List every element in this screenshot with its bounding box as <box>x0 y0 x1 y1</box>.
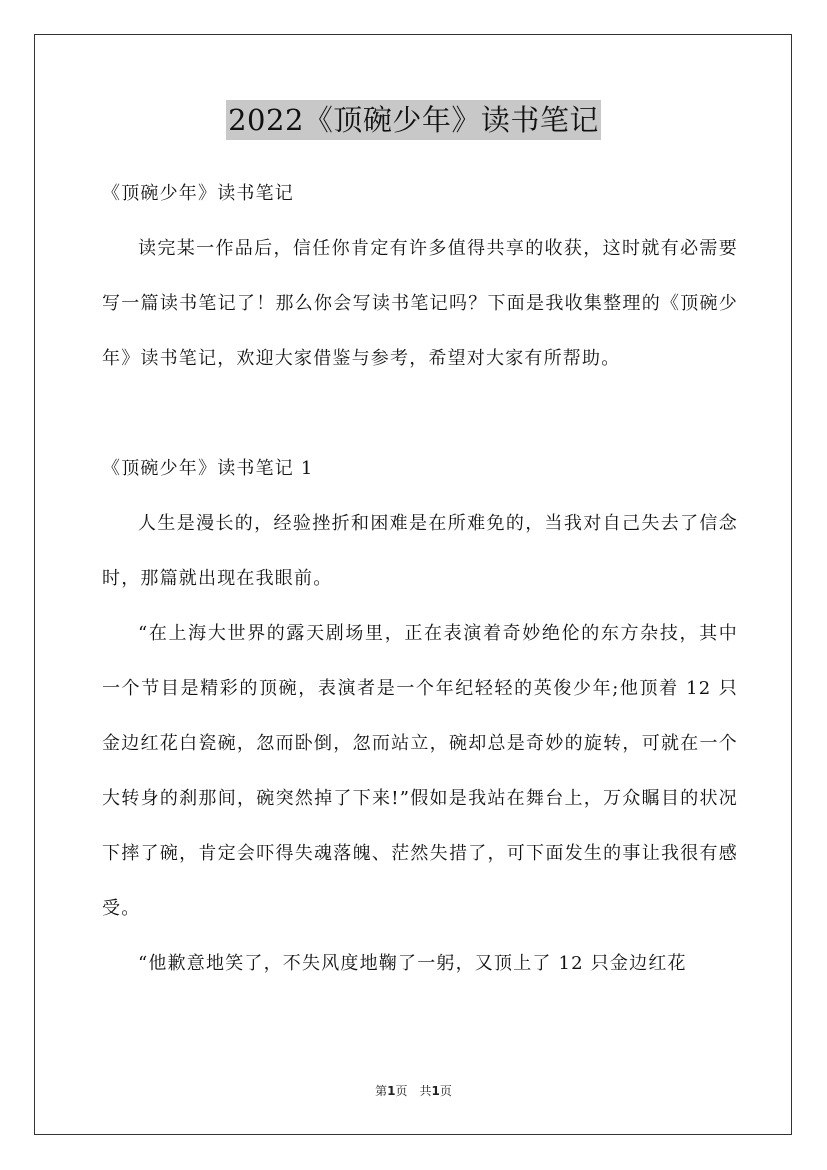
footer-page-total: 1 <box>431 1084 440 1098</box>
footer-page-mid: 页 共 <box>395 1084 432 1098</box>
section1-paragraph-3: “他歉意地笑了，不失风度地鞠了一躬，又顶上了 12 只金边红花 <box>138 953 687 974</box>
section1-paragraph-2: “在上海大世界的露天剧场里，正在表演着奇妙绝伦的东方杂技，其中一个节目是精彩的顶碗，表演者是一个年纪轻轻的英俊少年;他顶着 12 只金边红花白瓷碗，忽而卧倒，忽而站立，碗却总是奇妙的旋转，可就在一个大转身的刹那间，碗突然掉了下来!”假如是我站在舞台上，万众瞩目的状况下摔了碗，肯定会吓得失魂落魄、茫然失措了，可下面发生的事让我很有感受。 <box>102 623 738 919</box>
document-title: 2022《顶碗少年》读书笔记 <box>226 100 601 140</box>
footer-page-prefix: 第 <box>375 1084 388 1098</box>
section-spacer <box>102 386 738 441</box>
section1-heading: 《顶碗少年》读书笔记 1 <box>102 458 314 479</box>
document-body <box>102 166 738 991</box>
title-wrap <box>0 100 827 140</box>
section1-paragraph-1: 人生是漫长的，经验挫折和困难是在所难免的，当我对自己失去了信念时，那篇就出现在我眼前。 <box>102 513 738 589</box>
intro-paragraph: 读完某一作品后，信任你肯定有许多值得共享的收获，这时就有必需要写一篇读书笔记了！那么你会写读书笔记吗？下面是我收集整理的《顶碗少年》读书笔记，欢迎大家借鉴与参考，希望对大家有所帮助。 <box>102 238 738 369</box>
footer-page-suffix: 页 <box>439 1084 452 1098</box>
intro-heading: 《顶碗少年》读书笔记 <box>102 183 294 204</box>
footer-page-current: 1 <box>387 1084 396 1098</box>
page-footer <box>0 1082 827 1099</box>
